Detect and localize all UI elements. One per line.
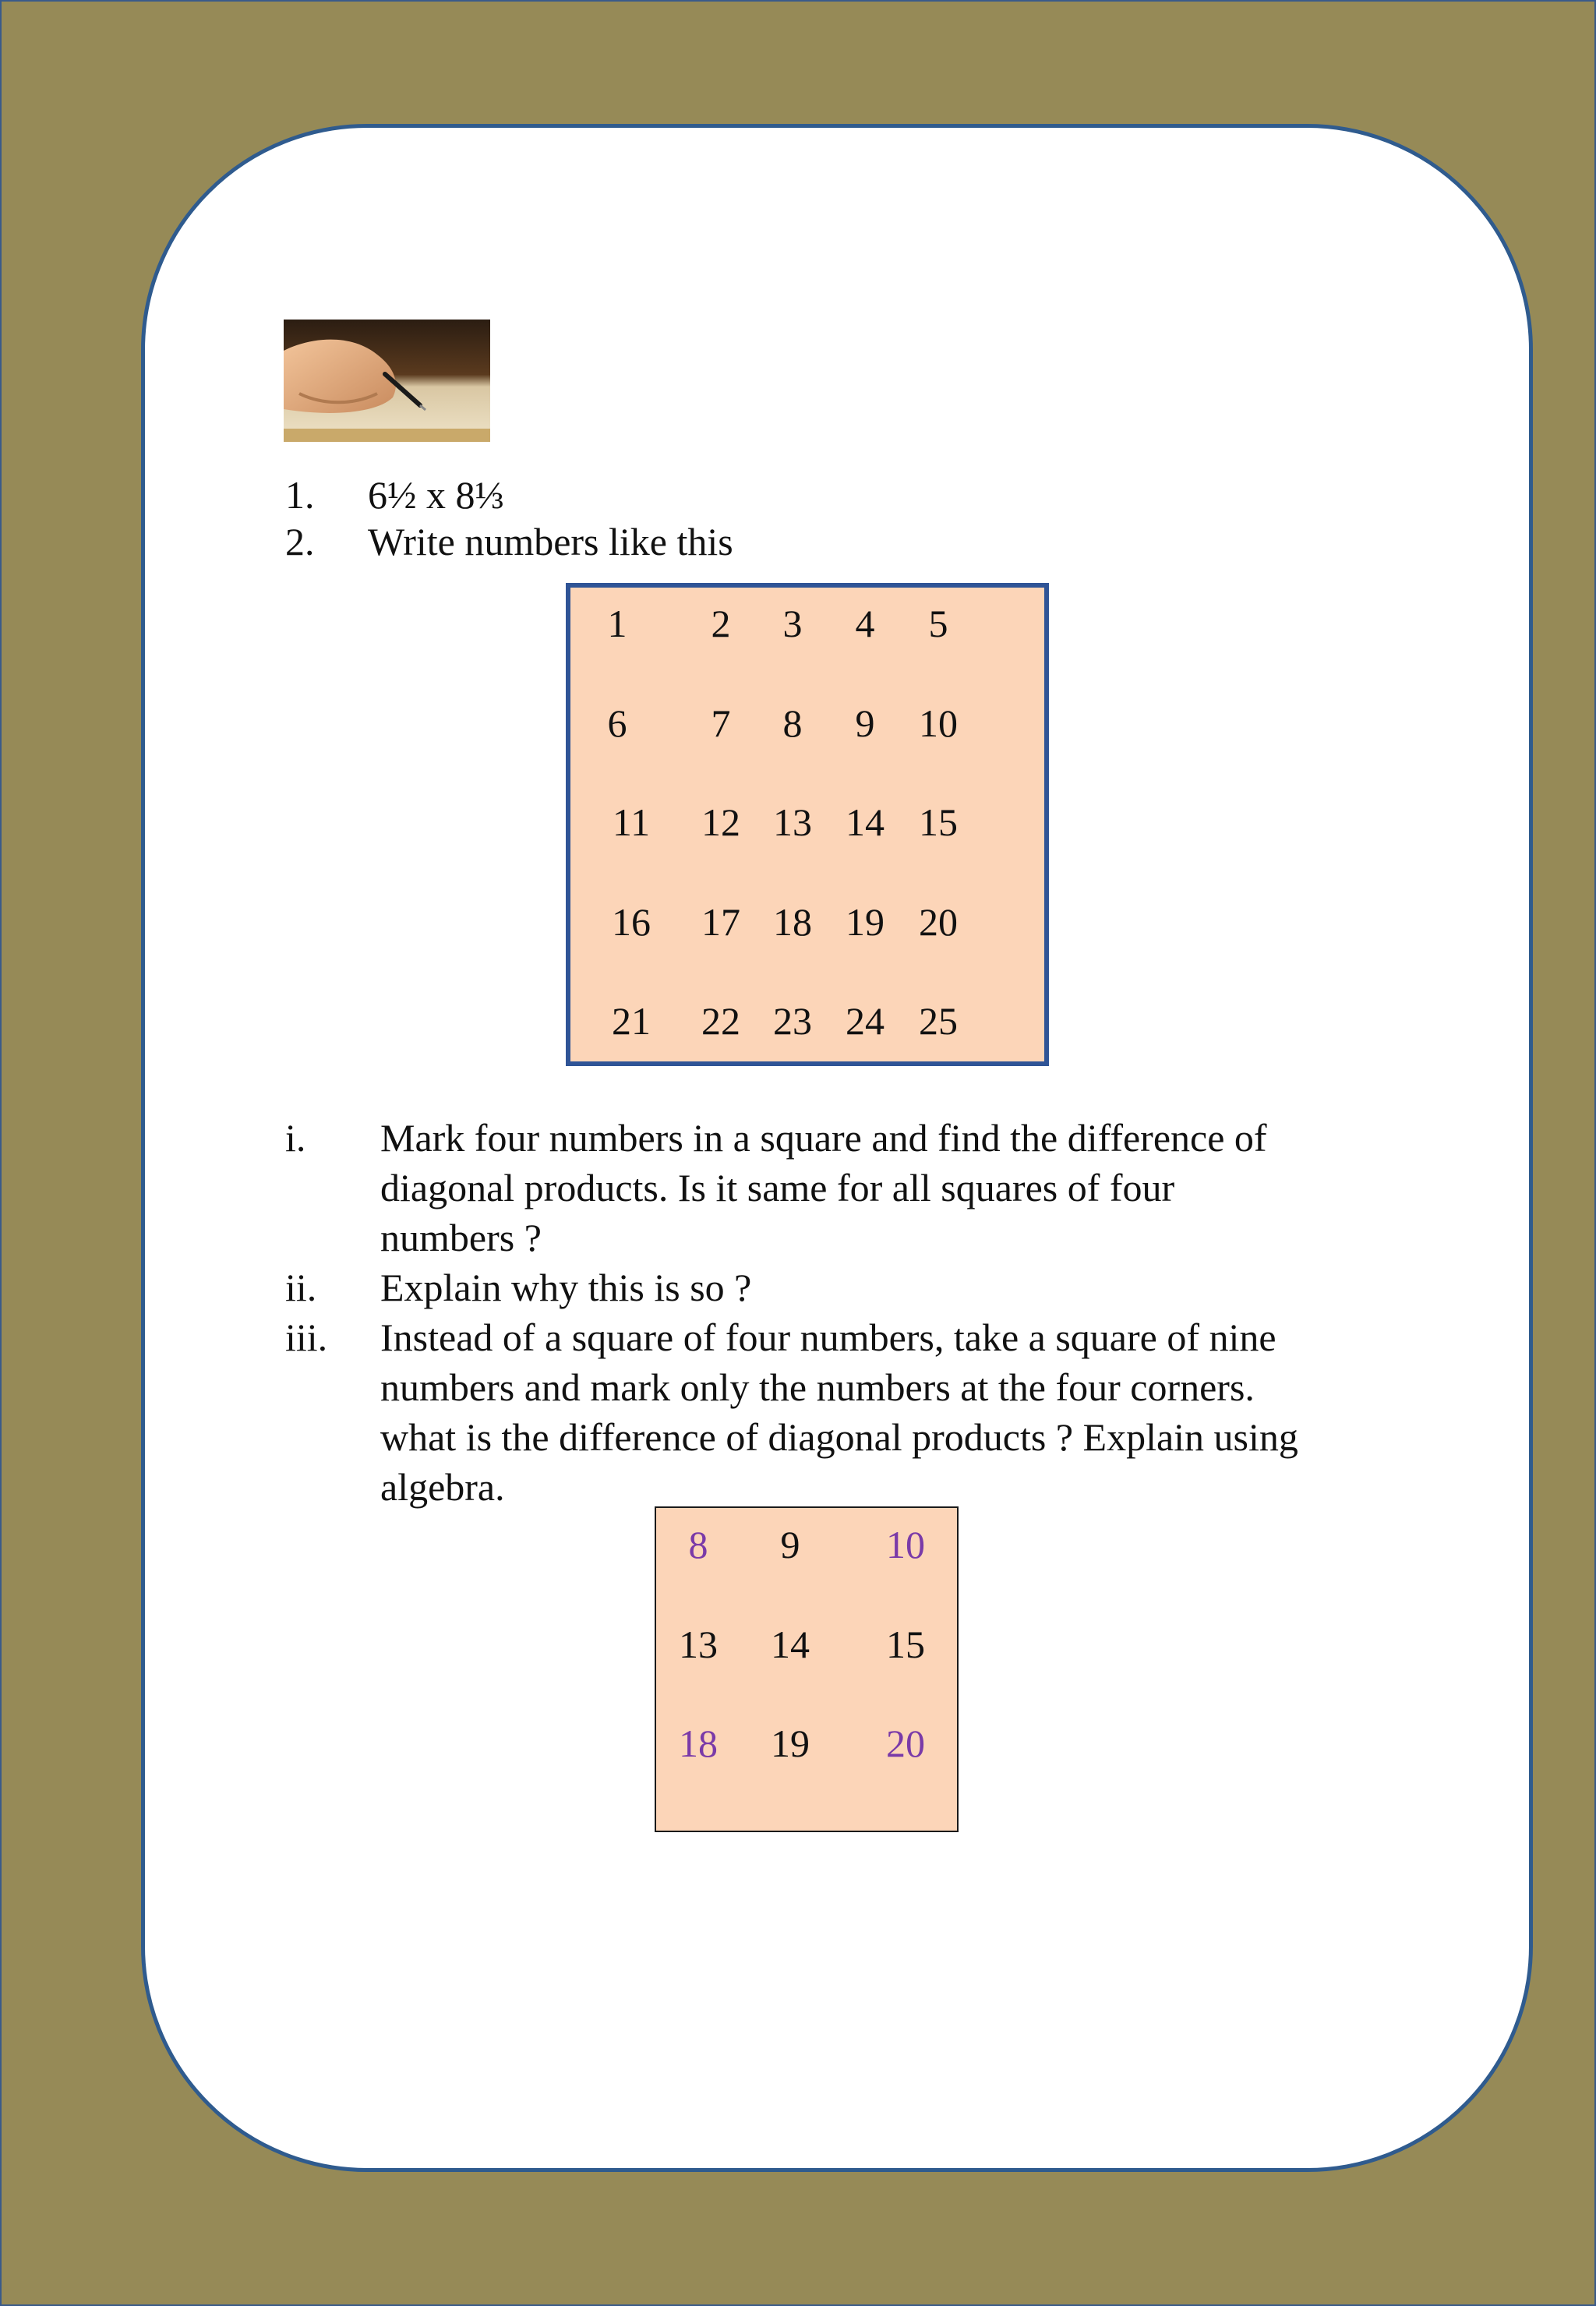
question-line: diagonal products. Is it same for all squares of four [380,1166,1175,1210]
list-item-text: Write numbers like this [368,520,733,563]
question-line: what is the difference of diagonal products ? Explain using [380,1415,1298,1459]
grid-cell: 5 [928,602,948,645]
grid-cell: 6 [607,701,627,745]
grid-cell: 3 [782,602,803,645]
corner-grid-cell: 18 [679,1722,718,1765]
list-item-marker: 1. [285,473,315,517]
grid-cell: 25 [919,999,958,1043]
question-line: numbers ? [380,1216,542,1259]
grid-cell: 8 [782,701,803,745]
grid-cell: 2 [711,602,731,645]
grid-cell: 24 [846,999,885,1043]
question-marker: i. [285,1116,306,1160]
grid-cell: 15 [919,800,958,844]
question-line: Instead of a square of four numbers, take a square of nine [380,1315,1276,1359]
grid-cell: 18 [773,900,812,944]
grid-cell: 7 [711,701,731,745]
grid-cell: 1 [607,602,627,645]
list-item-text: 6½ x 8⅓ [368,473,504,517]
list-item-marker: 2. [285,520,315,563]
grid-cell: 13 [679,1623,718,1666]
writing-hand-image [284,320,490,442]
grid-cell: 11 [612,800,651,844]
grid-cell: 4 [855,602,875,645]
grid-cell: 21 [612,999,651,1043]
corner-grid-cell: 8 [688,1523,708,1566]
number-grid-5x5 [566,583,1049,1066]
grid-cell: 13 [773,800,812,844]
grid-cell: 9 [855,701,875,745]
question-line: algebra. [380,1465,505,1509]
number-grid-3x3 [655,1506,959,1832]
question-line: numbers and mark only the numbers at the four corners. [380,1365,1255,1409]
question-marker: iii. [285,1315,328,1359]
grid-cell: 16 [612,900,651,944]
corner-grid-cell: 10 [886,1523,925,1566]
grid-cell: 9 [780,1523,800,1566]
grid-cell: 12 [701,800,740,844]
grid-cell: 20 [919,900,958,944]
corner-grid-cell: 20 [886,1722,925,1765]
grid-cell: 17 [701,900,740,944]
question-marker: ii. [285,1266,317,1309]
question-line: Mark four numbers in a square and find the difference of [380,1116,1267,1160]
grid-cell: 23 [773,999,812,1043]
grid-cell: 14 [846,800,885,844]
question-line: Explain why this is so ? [380,1266,752,1309]
grid-cell: 15 [886,1623,925,1666]
grid-cell: 22 [701,999,740,1043]
grid-cell: 14 [771,1623,810,1666]
grid-cell: 10 [919,701,958,745]
grid-cell: 19 [846,900,885,944]
grid-cell: 19 [771,1722,810,1765]
